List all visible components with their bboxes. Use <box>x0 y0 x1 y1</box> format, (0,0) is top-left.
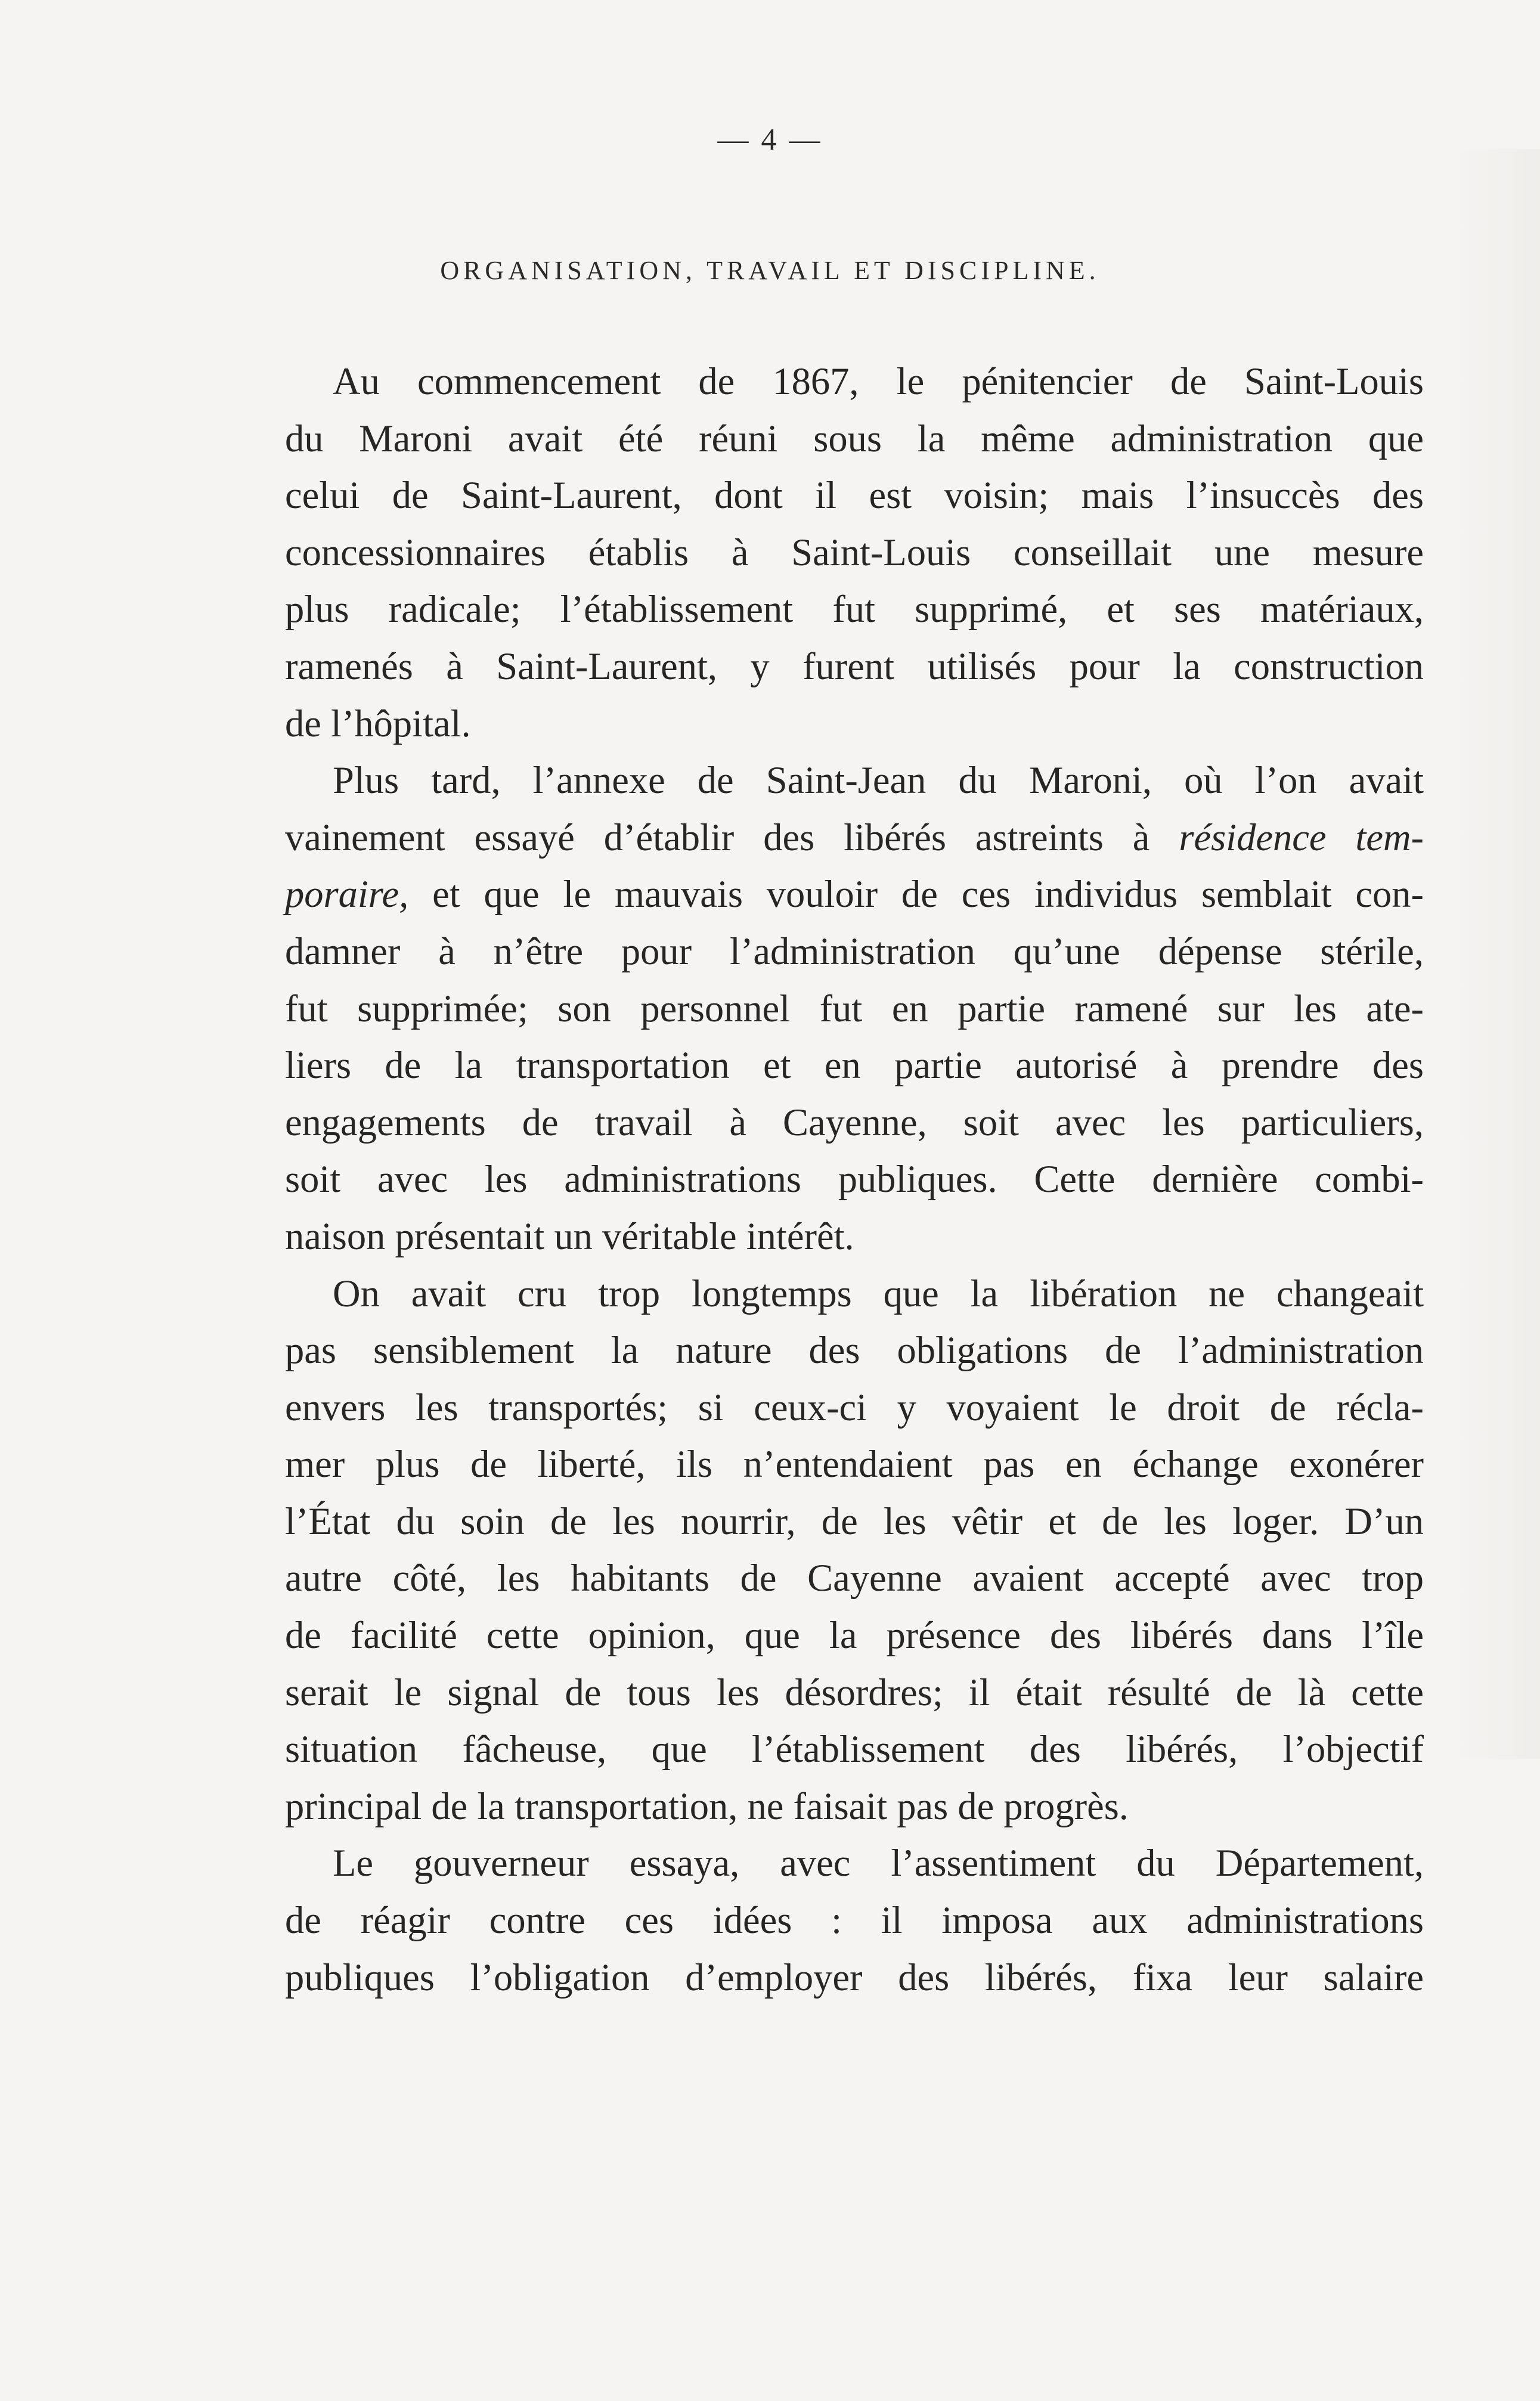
section-title: ORGANISATION, TRAVAIL ET DISCIPLINE. <box>440 256 1100 285</box>
text-line: soit avec les administrations publiques. Cette dernière combi- <box>285 1158 1424 1201</box>
text-line: Le gouverneur essaya, avec l’assentiment du Département, <box>333 1842 1424 1885</box>
text-line: fut supprimée; son personnel fut en partie ramené sur les ate- <box>285 987 1424 1030</box>
text-line: ramenés à Saint-Laurent, y furent utilisés pour la construction <box>285 645 1424 687</box>
paragraph-3 <box>285 1265 1424 1835</box>
text-line: engagements de travail à Cayenne, soit avec les particuliers, <box>285 1101 1424 1144</box>
text-line: de l’hôpital. <box>285 702 471 745</box>
italic-run: résidence tem- <box>1179 816 1424 859</box>
text-line: serait le signal de tous les désordres; il était résulté de là cette <box>285 1671 1424 1714</box>
text-line: autre côté, les habitants de Cayenne avaient accepté avec trop <box>285 1557 1424 1600</box>
show-through-shadow <box>1451 149 1540 1759</box>
page-number: — 4 — <box>717 123 823 157</box>
text-line: publiques l’obligation d’employer des libérés, fixa leur salaire <box>285 1956 1424 1999</box>
text-line <box>285 809 1424 866</box>
text-line: concessionnaires établis à Saint-Louis conseillait une mesure <box>285 531 1424 574</box>
text-run: vainement essayé d’établir des libérés astreints à <box>285 816 1179 859</box>
text-line: envers les transportés; si ceux-ci y voyaient le droit de récla- <box>285 1386 1424 1429</box>
text-line: naison présentait un véritable intérêt. <box>285 1215 854 1257</box>
text-line: celui de Saint-Laurent, dont il est voisin; mais l’insuccès des <box>285 474 1424 517</box>
text-line: liers de la transportation et en partie autorisé à prendre des <box>285 1044 1424 1087</box>
text-line: situation fâcheuse, que l’établissement des libérés, l’objectif <box>285 1728 1424 1771</box>
text-line: de réagir contre ces idées : il imposa aux administrations <box>285 1899 1424 1942</box>
text-line: On avait cru trop longtemps que la libération ne changeait <box>333 1272 1424 1315</box>
text-line: du Maroni avait été réuni sous la même administration que <box>285 417 1424 460</box>
text-line: principal de la transportation, ne faisait pas de progrès. <box>285 1785 1129 1827</box>
text-line: Au commencement de 1867, le pénitencier de Saint-Louis <box>333 360 1424 402</box>
paragraph-4 <box>285 1835 1424 2006</box>
text-run: et que le mauvais vouloir de ces individus semblait con- <box>408 873 1424 916</box>
italic-run: poraire, <box>285 873 409 916</box>
text-line: plus radicale; l’établissement fut supprimé, et ses matériaux, <box>285 588 1424 631</box>
text-line: mer plus de liberté, ils n’entendaient pas en échange exonérer <box>285 1443 1424 1486</box>
paragraph-2 <box>285 752 1424 1265</box>
paragraph-1 <box>285 353 1424 752</box>
text-line: damner à n’être pour l’administration qu’une dépense stérile, <box>285 930 1424 972</box>
text-line: pas sensiblement la nature des obligations de l’administration <box>285 1329 1424 1372</box>
text-line: l’État du soin de les nourrir, de les vêtir et de les loger. D’un <box>285 1500 1424 1542</box>
body-text <box>285 353 1424 2006</box>
text-line <box>285 866 1424 923</box>
text-line: de facilité cette opinion, que la présence des libérés dans l’île <box>285 1614 1424 1657</box>
text-line: Plus tard, l’annexe de Saint-Jean du Maroni, où l’on avait <box>333 759 1424 802</box>
